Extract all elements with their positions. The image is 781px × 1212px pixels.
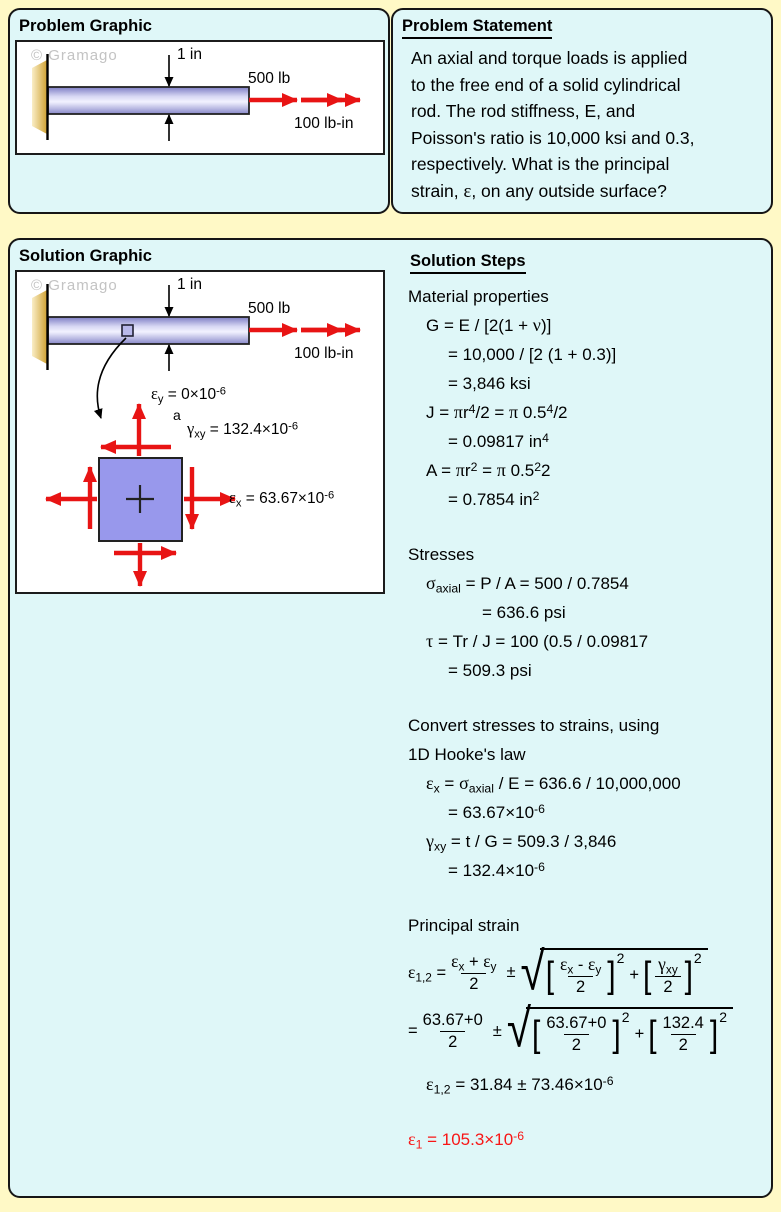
step-line: Poisson's ratio is 10,000 ksi and 0.3, bbox=[411, 127, 695, 148]
eps-y-sub-a: a bbox=[173, 407, 181, 423]
step-line: = 636.6 psi bbox=[482, 603, 566, 622]
step-line: = 10,000 / [2 (1 + 0.3)] bbox=[448, 345, 617, 364]
formula-lhs: $\varepsilon_{1,2}$ = bbox=[408, 962, 447, 985]
step-line: = 509.3 psi bbox=[448, 661, 532, 680]
step-line: Material properties bbox=[408, 287, 549, 306]
formula-eq: = bbox=[408, 1022, 418, 1041]
step-line: = $132.4\times 10^{-6}$ bbox=[448, 859, 545, 880]
dim-label: 1 in bbox=[177, 276, 202, 293]
torque-label: 100 lb-in bbox=[294, 345, 354, 362]
step-line: strain, ε, on any outside surface? bbox=[411, 180, 667, 202]
step-line: = 0.7854 $in^2$ bbox=[448, 488, 540, 509]
solution-graphic-box bbox=[15, 270, 385, 594]
eps-y-label: $\varepsilon_y = 0\times 10^{-6}$ bbox=[151, 384, 226, 406]
step-line: Convert stresses to strains, using bbox=[408, 716, 660, 735]
problem-statement-panel bbox=[391, 8, 773, 214]
solution-steps-lines-b bbox=[402, 1070, 772, 1154]
watermark: © Gramago bbox=[31, 47, 118, 64]
step-line: $\varepsilon_{1,2} = 31.84 \pm 73.46\times 10^{-6}$ bbox=[426, 1073, 614, 1097]
square-root: √ [ $\frac{\varepsilon_x - \varepsilon_y}{2}$ ] 2 + [ $\frac{\gamma_{xy}}{2}$ ] 2 bbox=[521, 948, 708, 997]
fixed-wall bbox=[32, 60, 47, 134]
element-marker bbox=[122, 325, 133, 336]
square-root: √ [ $\frac{63.67+0}{2}$ ] 2 + [ $\frac{132.4}{2}$ ] 2 bbox=[507, 1007, 733, 1055]
zoom-callout-arrow bbox=[97, 338, 126, 418]
line-gap bbox=[402, 885, 772, 911]
problem-graphic-title: Problem Graphic bbox=[19, 17, 152, 35]
line-gap bbox=[402, 514, 772, 540]
step-line: = $63.67\times 10^{-6}$ bbox=[448, 801, 545, 822]
principal-formula-numeric: = $\frac{63.67+0}{2}$ ± √ [ $\frac{63.67+0}{2}$ ] 2 + [ $\frac{132.4}{2}$ ] 2 bbox=[408, 1007, 772, 1055]
step-line: $A = \pi r^2 = \pi$ $0.5^22$ bbox=[426, 459, 551, 480]
principal-formula-symbolic: $\varepsilon_{1,2}$ = $\frac{\varepsilon_x + \varepsilon_y}{2}$ ± √ [ $\frac{\varepsilon_x - \varepsilon_y}{2}$ ] 2 + [ $\frac{\gamma_{xy}}{2}$ ] 2 bbox=[408, 948, 772, 997]
fraction: $\frac{\varepsilon_x + \varepsilon_y}{2}$ bbox=[451, 951, 497, 993]
step-line: $\sigma_{axial} = P / A = 500 / 0.7854$ bbox=[426, 573, 629, 596]
step-line: $\varepsilon_1 = 105.3\times 10^{-6}$ bbox=[408, 1128, 525, 1152]
solution-panel bbox=[8, 238, 773, 1198]
fixed-wall bbox=[32, 290, 47, 364]
step-line: G = E / [2(1 + ν)] bbox=[426, 315, 552, 335]
rod bbox=[48, 317, 249, 344]
force-label: 500 lb bbox=[248, 300, 291, 317]
force-label: 500 lb bbox=[248, 70, 291, 87]
line-gap bbox=[402, 685, 772, 711]
problem-statement-title: Problem Statement bbox=[393, 10, 771, 39]
problem-graphic-panel bbox=[8, 8, 390, 214]
step-line: Stresses bbox=[408, 545, 475, 564]
rod bbox=[48, 87, 249, 114]
step-line: = 0.09817 $in^4$ bbox=[448, 430, 549, 451]
solution-steps-column bbox=[402, 245, 772, 1154]
step-line: An axial and torque loads is applied bbox=[411, 48, 688, 68]
step-line: Principal strain bbox=[408, 916, 520, 935]
step-line: respectively. What is the principal bbox=[411, 154, 670, 174]
problem-statement-text bbox=[393, 39, 771, 205]
torque-label: 100 lb-in bbox=[294, 115, 354, 132]
watermark: © Gramago bbox=[31, 277, 118, 294]
fraction: $\frac{63.67+0}{2}$ bbox=[422, 1011, 483, 1052]
line-gap bbox=[402, 1099, 772, 1125]
solution-steps-title: Solution Steps bbox=[402, 245, 772, 274]
dim-label: 1 in bbox=[177, 46, 202, 63]
step-line: τ = Tr / J = 100 (0.5 / 0.09817 bbox=[426, 631, 649, 651]
step-line: $J = \pi r^4/2 = \pi$ $0.5^4/2$ bbox=[426, 401, 568, 422]
eps-x-label: $\varepsilon_x = 63.67\times 10^{-6}$ bbox=[229, 488, 335, 510]
problem-graphic-box bbox=[15, 40, 385, 155]
step-line: to the free end of a solid cylindrical bbox=[411, 74, 681, 95]
solution-graphic-title: Solution Graphic bbox=[19, 247, 152, 265]
solution-steps-lines-a bbox=[402, 282, 772, 940]
step-line: $\gamma_{xy} = t / G = 509.3 / 3,846$ bbox=[426, 831, 617, 854]
step-line: = 3,846 ksi bbox=[448, 374, 531, 393]
step-line: rod. The rod stiffness, E, and bbox=[411, 101, 636, 121]
gamma-xy-label: $\gamma_{xy} = 132.4\times 10^{-6}$ bbox=[187, 419, 299, 441]
step-line: 1D Hooke's law bbox=[408, 745, 526, 764]
step-line: $\varepsilon_x = \sigma_{axial} / E = 636.6 / 10,000,000$ bbox=[426, 773, 681, 796]
